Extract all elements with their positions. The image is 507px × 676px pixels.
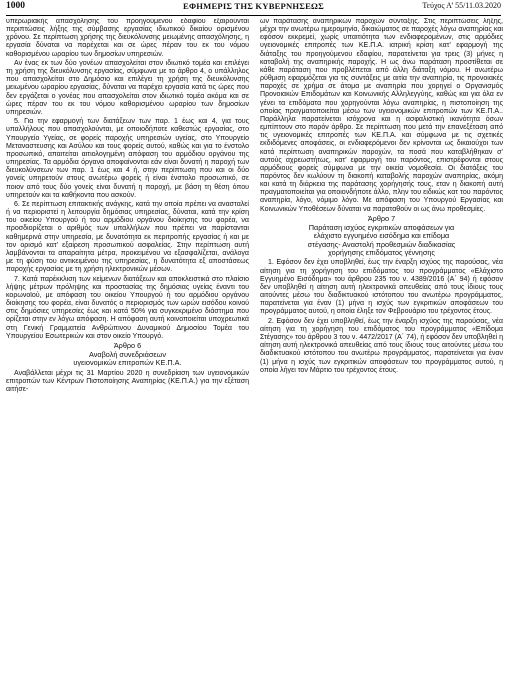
paragraph: 2. Εφόσον δεν έχει υποβληθεί, έως την έναρξη ισχύος της παρούσας, νέα αίτηση για τη χορήγηση του επιδόματος του προγράμματος «Επίδομα Στέγασης» του άρθρου 3 του ν. 4472/2017 (Α΄ 74), ή εφόσον δεν υποβληθεί η αίτηση αυτή ηλεκτρονικά απευθείας από τους ίδιους τους αιτούντες μέσω του διαδικτυακού ιστότοπου του ανωτέρω προγράμματος, παρατείνεται για έναν (1) μήνα η ισχύς των εγκριτικών αποφάσεων του προγράμματος αυτού, η οποία λήγει τον Μάρτιο του τρέχοντος έτους. xyxy=(260,317,503,374)
article-title-line: ελάχιστο εγγυημένο εισόδημα και επίδομα xyxy=(313,231,450,241)
paragraph: 7. Κατά παρέκκλιση των κείμενων διατάξεων και αποκλειστικά στο πλαίσιο λήψης μέτρων πρόληψης και προστασίας της δημόσιας υγείας έναντι του κορωνοϊού, με απόφαση του οικείου Υπουργού ή του αρμόδιου οργάνου διοίκησης του φορέα, είναι δυνατός ο περιορισμός των ωρών εισόδου κοινού στις δημόσιες υπηρεσίες έως και κατά 50% για συγκεκριμένο διάστημα που ορίζεται στην εν λόγω απόφαση. Η απόφαση αυτή κοινοποιείται υποχρεωτικά στη Γενική Γραμματεία Ανθρώπινου Δυναμικού Δημοσίου Τομέα του Υπουργείου Εσωτερικών και στον οικείο Υπουργό. xyxy=(6,275,249,340)
paragraph: 1. Εφόσον δεν έχει υποβληθεί, έως την έναρξη ισχύος της παρούσας, νέα αίτηση για τη χορήγηση του επιδόματος του προγράμματος «Ελάχιστο Εγγυημένο Εισόδημα» του άρθρου 235 του ν. 4389/2016 (Α΄ 94) ή εφόσον δεν υποβληθεί η αίτηση αυτή ηλεκτρονικά απευθείας από τους ίδιους τους αιτούντες μέσω του διαδικτυακού ιστότοπου του ανωτέρω προγράμματος, παρατείνεται για έναν (1) μήνα η ισχύς των εγκριτικών αποφάσεων του προγράμματος αυτού, η οποία έληξε τον Φεβρουάριο του τρέχοντος έτους. xyxy=(260,259,503,316)
right-column xyxy=(260,18,503,674)
article-number: Άρθρο 6 xyxy=(113,341,142,351)
page-number: 1000 xyxy=(6,1,25,11)
paragraph: Αν ένας εκ των δύο γονέων απασχολείται στον ιδιωτικό τομέα και επιλέγει τη χρήση της διευκόλυνσης εργασίας, σύμφωνα με το άρθρο 4, ο υπάλληλος που απασχολείται στο Δημόσιο και επιλέγει τη χρήση της διευκόλυνσης μειωμένου ωραρίου εργασίας, δύναται να παρέχει εργασία κατά τις ώρες που δεν εργάζεται ο γονέας που απασχολείται στον ιδιωτικό τομέα ακόμα και σε ώρες πέραν του εκ του νόμου καθορισμένου ωραρίου των δημοσίων υπηρεσιών. xyxy=(6,59,249,116)
paragraph: ων παράτασης αναπηρικών παροχών σύνταξης. Στις περιπτώσεις λήξης, μέχρι την ανωτέρω ημερομηνία, δικαιώματος σε παροχές λόγω αναπηρίας και εφόσον εκκρεμεί, χωρίς υπαιτιότητα των ενδιαφερομένων, στις αρμόδιες υγειονομικές επιτροπές των ΚΕ.Π.Α. ιατρική κρίση κατ’ εφαρμογή της διάταξης του προηγούμενου εδαφίου, παρατείνεται για τρεις (3) μήνες η καταβολή της αναπηρικής παροχής. Η ως άνω παράταση προστίθεται σε κάθε παράταση που προβλέπεται από άλλη διάταξη νόμου. Η ανωτέρω ρύθμιση εφαρμόζεται για τις συντάξεις με αιτία την αναπηρία, τις προνοιακές παροχές σε χρήμα σε άτομα με αναπηρία που χορηγεί ο Οργανισμός Προνοιακών Επιδομάτων και Κοινωνικής Αλληλεγγύης, καθώς και για όλα εν γένει τα επιδόματα που χορηγούνται λόγω αναπηρίας, η πιστοποίηση της οποίας πραγματοποιείται μέσω των υγειονομικών επιτροπών των ΚΕ.Π.Α.. Παράλληλα παρατείνεται ισόχρονα και η ασφαλιστική ικανότητα όσων εμπίπτουν στο παρόν άρθρο. Σε περίπτωση που μετά την επανεξέταση από τις υγειονομικές επιτροπές των ΚΕ.Π.Α. και σύμφωνα με τις σχετικές εκδιδόμενες αποφάσεις, οι ενδιαφερόμενοι δεν κρίνονται ως δικαιούχοι των κατά περίπτωση αναπηρικών παροχών, τα ποσά που καταβλήθηκαν σ’ αυτούς αχρεωστήτως, κατ’ εφαρμογή του παρόντος, επιστρέφονται στους αρμόδιους φορείς σύμφωνα με την οικεία νομοθεσία. Οι διατάξεις του παρόντος δεν κωλύουν τη διακοπή καταβολής παροχών αναπηρίας, ακόμη και κατά τη διάρκεια της παράτασης χορήγησής τους, εταν η διακοπή αυτή πραγματοποιείται για οποιονδήποτε άλλο, πλην του ειδικώς κατ του παρόντος αναπηρία, λόγο, νόμιμο λόγο. Με απόφαση του Υπουργού Εργασίας και Κοινωνικών Υποθέσεων δύναται να παραταθούν οι ως άνω προθεσμίες. xyxy=(260,18,503,213)
article-number: Άρθρο 7 xyxy=(367,213,396,223)
article-title-7 xyxy=(260,224,503,258)
article-title-line: χορήγησης επιδόματος γέννησης xyxy=(328,248,435,258)
paragraph: 6. Σε περίπτωση επιτακτικής ανάγκης, κατά την οποία πρέπει να ανασταλεί ή να περιοριστεί η λειτουργία δημόσιας υπηρεσίας, δύναται, κατά την κρίση του οικείου Υπουργού ή του αρμόδιου οργάνου διοίκησης του φορέα, να προσδιορίζεται ο αριθμός των υπαλλήλων που πρέπει να παρίστανται καθημερινά στην υπηρεσία, με δυνατότητα εκ περιτροπής εργασίας ή και με τον ορισμό κατ’ εξαίρεση προσωπικού ασφαλείας. Στην περίπτωση αυτή λαμβάνονται τα απαραίτητα μέτρα, προκειμένου να εξασφαλίζεται, ανάλογα με τη φύση του αντικειμένου της υπηρεσίας, η δυνατότητα εξ αποστάσεως παροχής εργασίας με τη χρήση ηλεκτρονικών μέσων. xyxy=(6,201,249,274)
article-title-line: υγειονομικών επιτροπών ΚΕ.Π.Α. xyxy=(73,358,182,368)
issue-reference: Τεύχος Α’ 55/11.03.2020 xyxy=(422,1,501,10)
article-title-line: Παράταση ισχύος εγκριτικών αποφάσεων για xyxy=(308,222,455,232)
gazette-title: ΕΦΗΜΕΡΙΣ ΤΗΣ ΚΥΒΕΡΝΗΣΕΩΣ xyxy=(183,1,324,11)
article-title-line: στέγασης- Αναστολή προθεσμιών διαδικασίας xyxy=(307,239,456,249)
header-rule xyxy=(6,15,501,16)
page-header xyxy=(0,0,507,14)
paragraph: Αναβάλλεται μέχρι τις 31 Μαρτίου 2020 η συνεδρίαση των υγειονομικών επιτροπών των Κέντρων Πιστοποίησης Αναπηρίας (ΚΕ.Π.Α.) για την εξέταση αιτήσε- xyxy=(6,369,249,394)
article-title-line: Αναβολή συνεδριάσεων xyxy=(88,349,166,359)
paragraph: 5. Για την εφαρμογή των διατάξεων των παρ. 1 έως και 4, για τους υπαλλήλους που απασχολούνται, με οποιοδήποτε καθεστώς εργασίας, στο Υπουργείο Υγείας, σε φορείς παροχής υπηρεσιών υγείας, στο Υπουργείο Μεταναστευσης και Ασύλου και τους φορείς αυτού, καθώς και για το ένστολο προσωπικό, απαιτείται αιτιολογημένη απόφαση του αρμόδιου οργάνου της υπηρεσίας. Τα αρμόδια όργανα αποφαίνονται εάν είναι δυνατή η παροχή των διευκολύνσεων των παρ. 1 έως και 4 ή, στην περίπτωση που και οι δύο γονείς υπηρετούν στους ανωτέρω φορείς ή είναι ένστολο προσωπικό, σε ποιον από τους δύο γονείς είναι δυνατή η παροχή, με βάση τη θέση όπου υπηρετούν και τα καθήκοντα που ασκούν. xyxy=(6,118,249,199)
left-column xyxy=(6,18,249,674)
article-title-6 xyxy=(6,351,249,368)
paragraph: υπερωριακής απασχόλησης του προηγούμενου εδαφίου εξαιρούνται περιπτώσεις λήξης της σύμβασης εργασίας ιδιωτικού δικαίου ορισμένου χρόνου. Σε περίπτωση χρήσης της διευκόλυνσης μειωμένης απασχόλησης, η εργασία δύναται να παρέχεται και σε ώρες πέραν του εκ του νόμου καθορισμένου ωραρίου των δημοσίων υπηρεσιών. xyxy=(6,18,249,58)
